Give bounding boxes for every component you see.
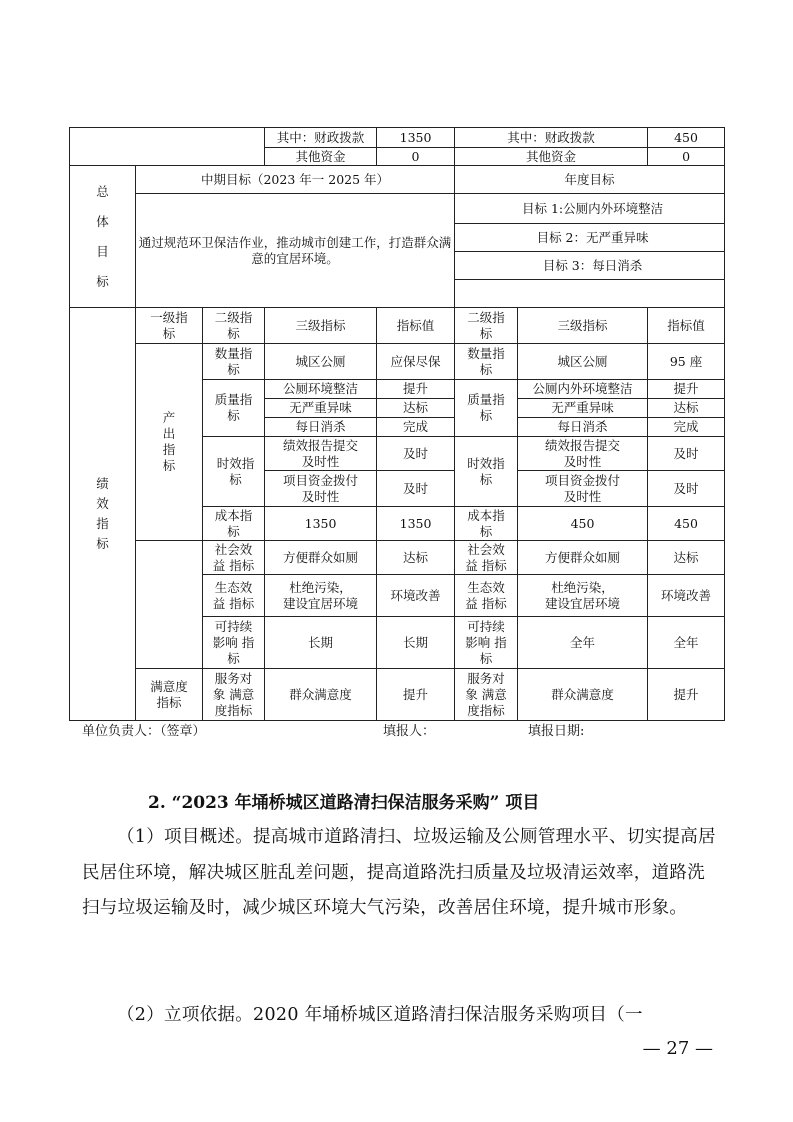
other-amount-mid: 0 (377, 148, 455, 166)
quality-year-1-value: 提升 (648, 380, 725, 399)
satisfaction-label-mid: 服务对 象 满意 度指标 (203, 669, 265, 721)
quantity-value-mid: 应保尽保 (377, 344, 455, 380)
quality-label-mid: 质量指 标 (203, 380, 265, 437)
time-mid-2-value: 及时 (377, 471, 455, 507)
quality-mid-1-value: 提升 (377, 380, 455, 399)
satisfaction-label-year: 服务对 象 满意 度指标 (455, 669, 518, 721)
quality-mid-2: 无严重异味 (265, 399, 377, 418)
quantity-l3-year: 城区公厕 (518, 344, 648, 380)
satisfaction-value-year: 提升 (648, 669, 725, 721)
satisfaction-l3-mid: 群众满意度 (265, 669, 377, 721)
sustain-label-mid: 可持续 影响 指 标 (203, 617, 265, 669)
eco-label-year: 生态效 益 指标 (455, 575, 518, 617)
header-level3-mid: 三级指标 (265, 308, 377, 344)
time-year-1-value: 及时 (648, 437, 725, 471)
satisfaction-level1: 满意度 指标 (136, 669, 203, 721)
satisfaction-l3-year: 群众满意度 (518, 669, 648, 721)
annual-target-blank (455, 280, 725, 308)
time-mid-1-value: 及时 (377, 437, 455, 471)
fiscal-amount-mid: 1350 (377, 128, 455, 148)
quantity-label-mid: 数量指 标 (203, 344, 265, 380)
time-label-mid: 时效指 标 (203, 437, 265, 507)
social-l3-mid: 方便群众如厕 (265, 541, 377, 575)
quantity-l3-mid: 城区公厕 (265, 344, 377, 380)
cost-label-mid: 成本指 标 (203, 507, 265, 541)
page-number: — 27 — (642, 1038, 713, 1059)
time-year-2: 项目资金拨付 及时性 (518, 471, 648, 507)
other-amount-year: 0 (648, 148, 725, 166)
mid-term-header: 中期目标（2023 年一 2025 年） (136, 166, 455, 194)
fiscal-amount-year: 450 (648, 128, 725, 148)
satisfaction-value-mid: 提升 (377, 669, 455, 721)
header-value-year: 指标值 (648, 308, 725, 344)
cost-label-year: 成本指 标 (455, 507, 518, 541)
social-l3-year: 方便群众如厕 (518, 541, 648, 575)
paragraph-overview: （1）项目概述。提高城市道路清扫、垃圾运输及公厕管理水平、切实提高居民居住环境，解决城区脏乱差问题，提高道路洗扫质量及垃圾清运效率，道路洗扫与垃圾运输及时，减少城区环境大气污染，改善居住环境，提升城市形象。 (82, 827, 716, 918)
quality-mid-3: 每日消杀 (265, 418, 377, 437)
header-value-mid: 指标值 (377, 308, 455, 344)
section-heading: 2. “2023 年埇桥城区道路清扫保洁服务采购” 项目 (148, 793, 540, 813)
quality-year-2-value: 达标 (648, 399, 725, 418)
fiscal-label-mid: 其中：财政拨款 (265, 128, 377, 148)
sustain-value-mid: 长期 (377, 617, 455, 669)
quality-year-3: 每日消杀 (518, 418, 648, 437)
social-value-mid: 达标 (377, 541, 455, 575)
filled-by: 填报人： (383, 724, 436, 739)
sustain-l3-mid: 长期 (265, 617, 377, 669)
overall-goal-label: 总 体 目 标 (70, 166, 136, 308)
annual-target-2: 目标 2：无严重异味 (455, 224, 725, 252)
unit-leader-signature: 单位负责人：（签章） (82, 724, 206, 739)
quality-mid-1: 公厕环境整洁 (265, 380, 377, 399)
time-label-year: 时效指 标 (455, 437, 518, 507)
cost-l3-mid: 1350 (265, 507, 377, 541)
sustain-label-year: 可持续 影响 指 标 (455, 617, 518, 669)
other-label-year: 其他资金 (455, 148, 648, 166)
social-label-year: 社会效 益 指标 (455, 541, 518, 575)
time-mid-1: 绩效报告提交 及时性 (265, 437, 377, 471)
quantity-label-year: 数量指 标 (455, 344, 518, 380)
time-mid-2: 项目资金拨付 及时性 (265, 471, 377, 507)
output-indicator-label: 产 出 指 标 (136, 344, 203, 541)
time-year-2-value: 及时 (648, 471, 725, 507)
social-label-mid: 社会效 益 指标 (203, 541, 265, 575)
fill-date: 填报日期: (528, 724, 585, 739)
quality-mid-2-value: 达标 (377, 399, 455, 418)
header-level2-year: 二级指 标 (455, 308, 518, 344)
header-level3-year: 三级指标 (518, 308, 648, 344)
cost-value-year: 450 (648, 507, 725, 541)
cost-l3-year: 450 (518, 507, 648, 541)
eco-l3-mid: 杜绝污染， 建设宜居环境 (265, 575, 377, 617)
eco-value-year: 环境改善 (648, 575, 725, 617)
quality-label-year: 质量指 标 (455, 380, 518, 437)
time-year-1: 绩效报告提交 及时性 (518, 437, 648, 471)
mid-term-goal-text: 通过规范环卫保洁作业，推动城市创建工作，打造群众满意的宜居环境。 (136, 194, 455, 308)
other-label-mid: 其他资金 (265, 148, 377, 166)
sustain-value-year: 全年 (648, 617, 725, 669)
eco-value-mid: 环境改善 (377, 575, 455, 617)
eco-label-mid: 生态效 益 指标 (203, 575, 265, 617)
quality-mid-3-value: 完成 (377, 418, 455, 437)
quality-year-1: 公厕内外环境整洁 (518, 380, 648, 399)
annual-target-1: 目标 1:公厕内外环境整洁 (455, 194, 725, 224)
performance-label: 绩 效 指 标 (70, 308, 136, 721)
quantity-value-year: 95 座 (648, 344, 725, 380)
annual-target-3: 目标 3：每日消杀 (455, 252, 725, 280)
quality-year-3-value: 完成 (648, 418, 725, 437)
performance-table (69, 127, 725, 721)
header-level1: 一级指 标 (136, 308, 203, 344)
header-level2-mid: 二级指 标 (203, 308, 265, 344)
quality-year-2: 无严重异味 (518, 399, 648, 418)
eco-l3-year: 杜绝污染， 建设宜居环境 (518, 575, 648, 617)
social-value-year: 达标 (648, 541, 725, 575)
effect-indicator-blank (136, 541, 203, 669)
annual-header: 年度目标 (455, 166, 725, 194)
cost-value-mid: 1350 (377, 507, 455, 541)
budget-blank (70, 128, 265, 166)
sustain-l3-year: 全年 (518, 617, 648, 669)
fiscal-label-year: 其中：财政拨款 (455, 128, 648, 148)
paragraph-basis: （2）立项依据。2020 年埇桥城区道路清扫保洁服务采购项目（一 (117, 1005, 643, 1025)
